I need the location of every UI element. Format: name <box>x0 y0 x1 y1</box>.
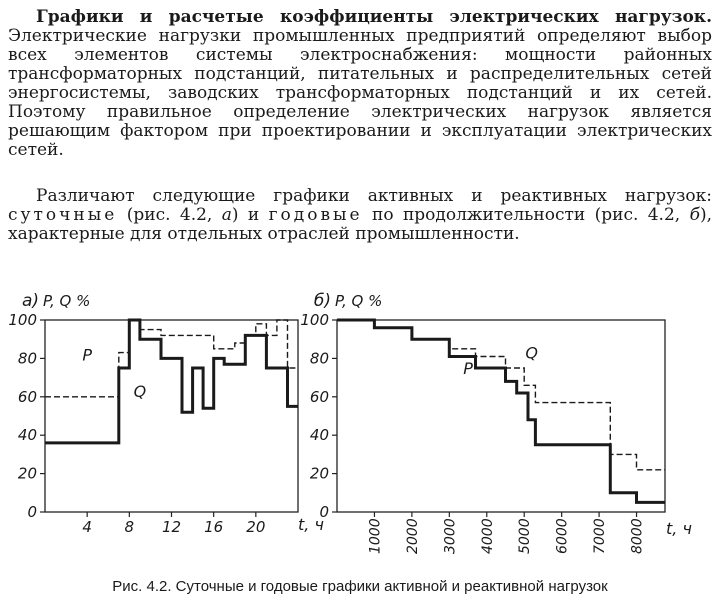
y-tick-label: 40 <box>17 426 37 445</box>
p2-part-c: (рис. 4.2, <box>126 205 213 225</box>
p2-term-yearly: годовые <box>268 205 363 225</box>
p2-part-a: Различают следующие графики активных и реактивных нагрузок: <box>36 186 712 206</box>
x-tick-label: 12 <box>161 518 182 536</box>
x-axis-label: t, ч <box>298 515 324 534</box>
x-tick-label: 7000 <box>592 518 609 554</box>
panel-label: б) <box>313 291 331 311</box>
series-q-label: Q <box>525 343 539 363</box>
paragraph-heading: Графики и расчетые коэффициенты электрических нагрузок. <box>36 7 712 27</box>
y-tick-label: 60 <box>17 387 37 406</box>
series-p-label: P <box>463 358 473 378</box>
figure-4-2 <box>0 280 720 570</box>
x-tick-label: 6000 <box>554 518 571 554</box>
chart-daily <box>8 291 324 536</box>
y-tick-label: 80 <box>309 349 329 368</box>
x-tick-label: 1000 <box>367 518 384 554</box>
y-tick-label: 20 <box>17 464 37 483</box>
x-tick-label: 16 <box>204 518 224 536</box>
p2-part-i: ), характерные для отдельных отраслей промышленности. <box>8 205 713 244</box>
p2-ref-a: а <box>221 205 232 225</box>
y-axis-label: P, Q % <box>43 292 91 310</box>
series-p-line <box>45 320 298 443</box>
x-tick-label: 8000 <box>629 518 646 554</box>
series-p-label: P <box>82 345 92 365</box>
p2-part-e: ) и <box>231 205 260 225</box>
chart-yearly <box>300 291 692 554</box>
series-p-line <box>337 320 665 502</box>
y-tick-label: 0 <box>319 503 329 521</box>
panel-label: а) <box>21 291 39 311</box>
y-tick-label: 60 <box>309 387 329 406</box>
p2-ref-b: б <box>689 205 700 225</box>
x-tick-label: 4000 <box>479 518 496 554</box>
y-tick-label: 20 <box>309 464 329 483</box>
y-tick-label: 40 <box>309 426 329 445</box>
x-tick-label: 3000 <box>442 518 459 554</box>
x-tick-label: 4 <box>82 518 92 536</box>
x-axis-label: t, ч <box>666 519 692 538</box>
x-tick-label: 20 <box>246 518 266 536</box>
y-axis-label: P, Q % <box>335 292 383 310</box>
p2-term-daily: суточные <box>8 205 118 225</box>
y-tick-label: 100 <box>300 311 329 329</box>
plot-frame <box>337 320 665 512</box>
x-tick-label: 5000 <box>517 518 534 554</box>
paragraph-types <box>8 187 712 244</box>
x-tick-label: 2000 <box>404 518 421 554</box>
paragraph-intro <box>8 8 712 160</box>
series-q-line <box>337 320 665 470</box>
paragraph-body: Электрические нагрузки промышленных предприятий определяют выбор всех элементов системы электроснабжения: мощности районных трансформаторных подстанций, питательных и распределительных сетей энергосистемы, заводских трансформаторных подстанций и их сетей. Поэтому правильное определение электрических нагрузок является решающим фактором при проектировании и эксплуатации электрических сетей. <box>8 26 712 160</box>
series-q-label: Q <box>133 381 147 401</box>
figure-caption: Рис. 4.2. Суточные и годовые графики активной и реактивной нагрузок <box>112 578 608 595</box>
y-tick-label: 80 <box>17 349 37 368</box>
p2-part-g: по продолжительности (рис. 4.2, <box>372 205 681 225</box>
y-tick-label: 0 <box>27 503 37 521</box>
y-tick-label: 100 <box>8 311 37 329</box>
x-tick-label: 8 <box>124 518 135 536</box>
